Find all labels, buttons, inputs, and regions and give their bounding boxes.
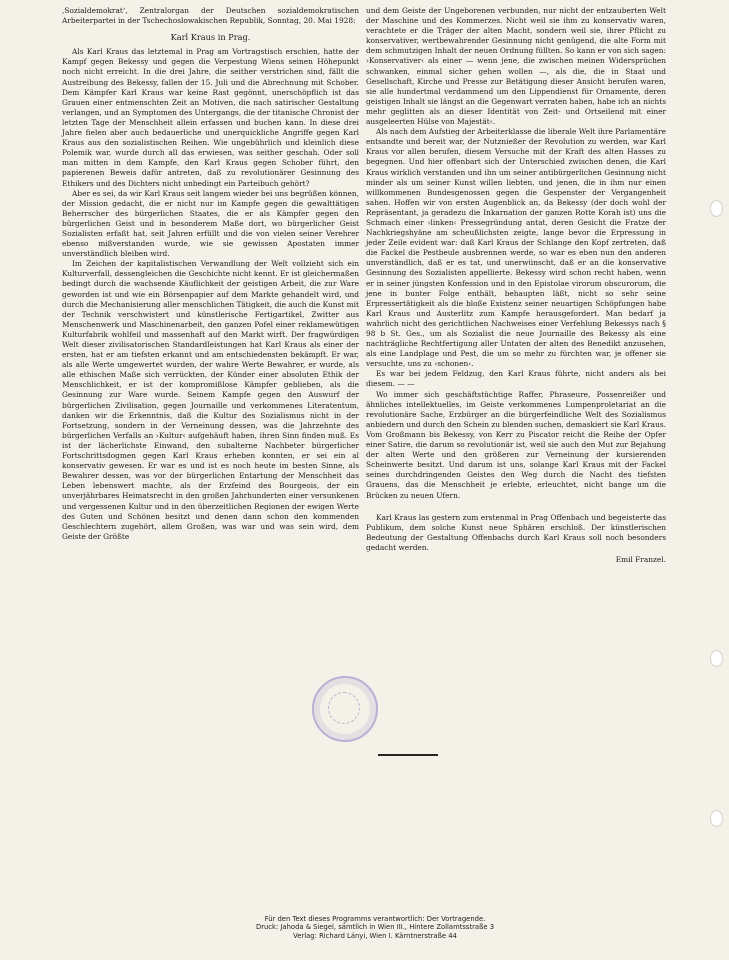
left-column	[62, 6, 359, 542]
author-signature: Emil Franzel.	[615, 554, 666, 564]
imprint-line: Für den Text dieses Programms verantwortlich: Der Vortragende.	[264, 915, 486, 923]
paragraph: Aber es sei, da wir Karl Kraus seit langem wieder bei uns begrüßen können, der Mission gedacht, die er nicht nur im Kampfe gegen die gewalttätigen Beherrscher des bürgerlichen Staates, die er als Kämpfer gegen den bürgerlichen Geist und in besonderem Maße dort, wo bürgerlicher Geist Sozialisten erfaßt hat, seit Jahren erfüllt und die von vielen seiner Verehrer ebenso mißverstanden wurde, wie sie gewissen Apostaten immer unverständlich bleiben wird.	[62, 188, 359, 259]
paragraph: Wo immer sich geschäftstüchtige Raffer, Phraseure, Possenreißer und ähnliches intellektuelles, im Geiste verkommenes Lumpenproletariat an die revolutionäre Sache, Erzbürger an die bürgerfeindliche Welt des Sozialismus anbiedern und durch den Schein zu blenden suchen, demaskiert sie Karl Kraus. Vom Großmann bis Bekessy, von Kerr zu Piscator reicht die Reihe der Opfer einer Satire, die darum so revolutionär ist, weil sie auch den Mut zur Bejahung der alten Werte und den größeren zur Verneinung der kursierenden Scheinwerte besitzt. Und darum ist uns, solange Karl Kraus mit der Fackel seines durchdringenden Geistes den Weg durch die Nacht des tiefsten Grauens, das die Menschheit je erlebte, erleuchtet, nicht bange um die Brücken zu neuen Ufern.	[366, 389, 666, 500]
imprint-line: Druck: Jahoda & Siegel, sämtlich in Wien III., Hintere Zollamtsstraße 3	[255, 923, 495, 932]
divider-rule	[378, 754, 438, 756]
punch-hole	[710, 650, 723, 667]
paragraph: und dem Geiste der Ungeborenen verbunden, nur nicht der entzauberten Welt der Maschine und des Kommerzes. Nicht weil sie ihm zu konservativ waren, verachtete er die Träger der alten Macht, sondern weil sie, ihrer Pflicht zu konservativer, wertbewahrender Gesinnung nicht genügend, die alte Form mit dem schmutzigen Inhalt der neuen Ordnung füllten. So kann er von sich sagen: ›Konservativer‹ als einer — wenn jene, die zwischen meinen Widersprüchen schwanken, einmal sicher gehen wollen —, als die, die in Staat und Gesellschaft, Kirche und Presse zur Betätigung dieser Ansicht berufen waren, sie alle hundertmal verdammend um den Lippendienst für Ornamente, deren geistigen Inhalt sie längst an die Gegenwart verraten haben, habe ich an nichts mehr geglitten als an dieser Identität von Zeit- und Ortseilend mit einer ausgeleerten Hülse von Majestät‹.	[366, 6, 666, 127]
paragraph: Als nach dem Aufstieg der Arbeiterklasse die liberale Welt ihre Parlamentäre entsandte und bereit war, der Nutznießer der Revolution zu werden, war Karl Kraus vor allen berufen, diesem Versuche mit der Kraft des alten Hasses zu begegnen. Und hier offenbart sich der Unterschied zwischen denen, die Karl Kraus wirklich verstanden und ihn um seiner antibürgerlichen Gesinnung nicht minder als um seiner Kunst willen liebten, und jenen, die in ihm nur einen willkommenen Bundesgenossen gegen die Gespenster der Vergangenheit sahen. Hoffen wir von ersten Augenblick an, da Bekessy (der doch wohl der Repräsentant, ja geradezu die Inkarnation der ganzen Rotte Korah ist) uns die Schmach einer ›linken‹ Pressegründung antat, deren Gesicht die Fratze der Nachkriegshyäne am scheußlichsten zeigte, lange bevor die Erpressung in jeder Zeile evident war: daß Karl Kraus der Schlange den Kopf zertreten, daß die Fackel die Pestbeule ausbrennen werde, so war es eben nun den anderen unverständlich, daß er es tat, und unerwünscht, daß er an die konservative Gesinnung des Sozialisten appellierte. Bekessy wird schon recht haben, wenn er in seiner jüngsten Konfession und in den Epistolae virorum obscurorum, die jene in bunter Folge enthält, behaupten läßt, nicht so sehr seine Erpressertätigkeit als die bloße Existenz seiner neuartigen Schöpfungen habe Karl Kraus und Austerlitz zum Kampfe herausgefordert. Man bedarf ja wahrlich nicht des gerichtlichen Nachweises einer Verfehlung Bekessys nach § 98 b St. Ges., um als Sozialist die neue Journaille des Bekessy als eine nachträgliche Rechtfertigung aller Untaten der alten des Benedikt anzusehen, als eine Landplage und Pest, die um so mehr zu fürchten war, je offener sie versuchte, uns zu ›schonen‹.	[366, 127, 666, 369]
paragraph: Im Zeichen der kapitalistischen Verwandlung der Welt vollzieht sich ein Kulturverfall, dessengleichen die Geschichte nicht kennt. Er ist gleichermaßen bedingt durch die wachsende Käuflichkeit der geistigen Arbeit, die zur Ware geworden ist und wie ein Börsenpapier auf dem Markte gehandelt wird, und durch die Mechanisierung aller menschlichen Tätigkeit, die auch die Kunst mit der Technik verschwistert und künstlerische Fertigartikel, Zwitter aus Menschenwerk und Maschinenarbeit, den ganzen Pofel einer reklamewütigen Kulturfabrik wohlfeil und massenhaft auf den Markt wirft. Der fragwürdigen Welt dieser zivilisatorischen Standardleistungen hat Karl Kraus als einer der ersten, hat er am tiefsten erkannt und am entschiedensten bekämpft. Er war, als alle Werte umgewertet wurden, der wahre Werte Bewahrer, er wurde, als alle ethischen Maße sich verrückten, der Künder einer absoluten Ethik der Menschlichkeit, er ist der kompromißlose Kämpfer geblieben, als die Gesinnung zur Ware wurde. Seinem Kampfe gegen den Auswurf der bürgerlichen Zivilisation, gegen Journaille und verkommenes Literatentum, danken wir die Erkenntnis, daß die Kultur des Sozialismus nicht in der Fortsetzung, sondern in der Verneinung dessen, was die Jahrzehnte des bürgerlichen Verfalls an ›Kultur‹ aufgehäuft haben, ihren Sinn finden muß. Es ist der lächerlichste Einwand, den subalterne Nachbeter bürgerlicher Fortschrittsdogmen gegen Karl Kraus erheben konnten, er sei ein al konservativ gewesen. Er war es und ist es noch heute im besten Sinne, als Bewahrer dessen, was vor der bürgerlichen Entartung der Menschheit das Leben lebenswert machte, als der Erzfeind des Bourgeois, der ein unverjährbares Heimatsrecht in den großen Jahrhunderten einer versunkenen und vergessenen Kultur und in den überzeitlichen Regionen der ewigen Werte des Guten und Schönen besitzt und denen dann schon den kommenden Geschlechtern zugehört, allem Großen, was war und was sein wird, dem Geiste der Größte	[62, 259, 359, 541]
paragraph: Als Karl Kraus das letztemal in Prag am Vortragstisch erschien, hatte der Kampf gegen Bekessy und gegen die Verpestung Wiens seinen Höhepunkt noch nicht erreicht. In die drei Jahre, die seither verstrichen sind, fällt die Austreibung des Bekessy, fallen der 15. Juli und die Abrechnung mit Schober. Dem Kämpfer Karl Kraus war keine Rast gegönnt, unerschöpflich ist das Grauen einer entmenschten Zeit an Motiven, die nach satirischer Gestaltung verlangen, und an Symptomen des Untergangs, die der titanische Chronist der letzten Tage der Menschheit allein erfassen und buchen kann. In diese drei Jahre fielen aber auch bedauerliche und unerquickliche Angriffe gegen Karl Kraus aus den sozialistischen Reihen. Wie ungebührlich und kleinlich diese Polemik war, wurde durch all das erwiesen, was seither geschah. Oder soll man mitten in dem Kampfe, den Karl Kraus gegen Schober führt, den papierenen Beweis dafür antreten, daß zu revolutionärer Gesinnung des Ethikers und des Dichters nicht unbedingt ein Parteibuch gehört?	[62, 47, 359, 188]
paragraph: Es war bei jedem Feldzug, den Karl Kraus führte, nicht anders als bei diesem. — —	[366, 369, 666, 389]
punch-hole	[710, 200, 723, 217]
library-stamp	[312, 676, 378, 742]
right-column	[366, 6, 666, 565]
paragraph: Karl Kraus las gestern zum erstenmal in Prag Offenbach und begeisterte das Publikum, dem solche Kunst neue Sphären erschloß. Der künstlerischen Bedeutung der Gestaltung Offenbachs durch Karl Kraus soll noch besonders gedacht werden.	[366, 512, 666, 552]
source-line: ‚Sozialdemokrat‘, Zentralorgan der Deutschen sozialdemokratischen Arbeiterpartei in der Tschechoslowakischen Republik, Sonntag, 20. Mai 1928:	[62, 6, 359, 26]
imprint-footer	[160, 915, 590, 940]
punch-hole	[710, 810, 723, 827]
imprint-line: Verlag: Richard Lányi, Wien I. Kärntnerstraße 44	[293, 931, 457, 940]
article-title: Karl Kraus in Prag.	[170, 32, 251, 43]
